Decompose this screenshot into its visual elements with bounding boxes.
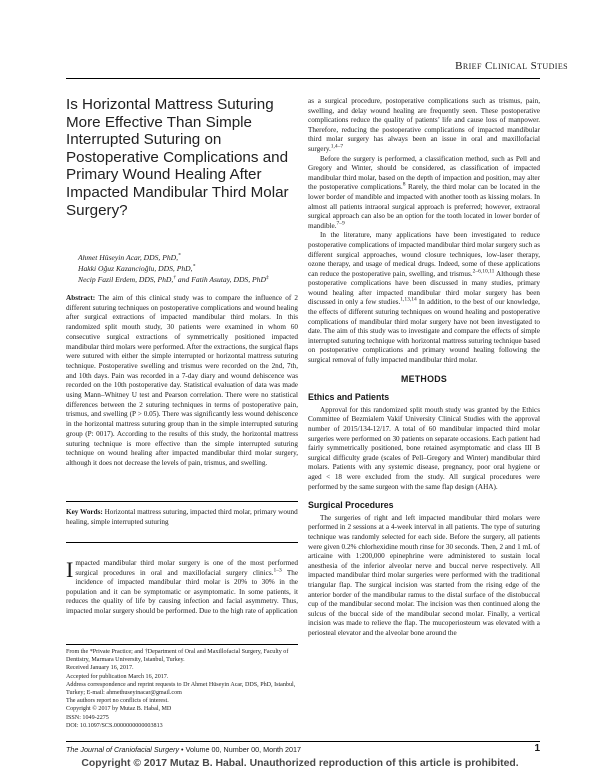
article-title: Is Horizontal Mattress Suturing More Effective Than Simple Interrupted Suturing on Postoperative Complications and Primary Wound Healing After Impacted Mandibular Third Molar Surgery? (66, 96, 289, 219)
copyright-notice: Copyright © 2017 Mutaz B. Habal. Unauthorized reproduction of this article is prohibited. (81, 758, 519, 769)
methods-heading: METHODS (400, 373, 448, 384)
footnotes (66, 648, 298, 730)
body-paragraph: as a surgical procedure, postoperative complications such as trismus, pain, swelling, and delay wound healing are frequently seen. These postoperative complications reduce the quality of patients’ life and cause loss of manpower. Therefore, reducing the postoperative complications of impacted mandibular third molar surgery has always been an issue in oral and maxillofacial surgery.$^{1,4-7}$ (308, 97, 540, 153)
footnote: Address correspondence and reprint requests to Dr Ahmet Hüseyin Acar, DDS, PhD, Istanbul, Turkey; E-mail: ahmethuseyinacar@gmail.com (66, 681, 296, 697)
footnote: Accepted for publication March 16, 2017. (66, 673, 169, 680)
right-column (308, 97, 540, 638)
body-paragraph: In the literature, many applications have been investigated to reduce postoperative complications of impacted mandibular third molar surgery such as different surgical approaches, wound closure techniques, low-laser therapy, ozone therapy, and usage of medical drugs. Indeed, some of these applications can reduce the postoperative pain, swelling, and trismus.$^{2-6,10,11}$ Although these postoperative complications have been discussed in many studies, primary wound healing after impacted mandibular third molar surgery has been discussed in only a few studies.$^{1,13,14}$ In addition, to the best of our knowledge, the effects of different suturing techniques on wound healing and postoperative complications of mandibular third molar surgery have not been investigated to date. The aim of this study was to investigate and compare the effects of simple interrupted suturing technique with horizontal mattress suturing technique based on postoperative complications and primary wound healing following the surgical removal of fully impacted mandibular third molar. (308, 231, 540, 365)
abstract-text: The aim of this clinical study was to compare the influence of 2 different suturing techniques on postoperative complications and wound healing after surgical extractions of impacted mandibular third molars. In this randomized split mouth study, 30 patients were examined in whom 60 consecutive surgical extractions of symmetrically positioned impacted mandibular third molars were performed. After the extractions, the surgical flaps were sutured with either the simple interrupted or horizontal mattress suturing technique. Postoperative swelling and trismus were recorded on the 2nd, 7th, and 10th days. Pain was recorded in a 7-day diary and wound dehiscence was recorded on the 10th postoperative day. Statistical evaluation of data was made using Mann–Whitney U test and Pearson correlation. There were no statistical differences between the 2 suturing techniques in terms of postoperative pain, trismus, and swelling (P > 0.05). There was significantly less wound dehiscence in the horizontal mattress suturing group than in the simple interrupted suturing group (P: 0017). According to the results of this study, the horizontal mattress suturing technique is more effective than the simple interrupted suturing technique on wound healing after impacted mandibular third molar surgery, although it does not decrease the levels of pain, trismus, and swelling. (66, 294, 298, 467)
author-line: Ahmet Hüseyin Acar, DDS, PhD,* (78, 252, 181, 262)
drop-cap: I (66, 557, 74, 582)
author-line: Hakki Oğuz Kazancioğlu, DDS, PhD,* (78, 263, 196, 273)
surgical-procedures-heading: Surgical Procedures (308, 500, 394, 511)
footnote: ISSN: 1049-2275 (66, 714, 109, 721)
introduction-paragraph: Impacted mandibular third molar surgery is one of the most performed surgical procedures in oral and maxillofacial surgery clinics.$^{1-3}$ The incidence of impacted mandibular third molar is 20% to 30% in the population and it can be symptomatic or asymptomatic. In some patients, it reduces the quality of life by causing infection and facial asymmetry. Thus, impacted molar surgery should be performed. Due to the high rate of application (66, 557, 299, 615)
body-paragraph: The surgeries of right and left impacted mandibular third molars were performed in 2 sessions at a 4-week interval in all patients. The type of suturing technique was randomly selected for each side. Before the surgery, all patients were given 0.2% chlorhexidine mouth rinse for 30 seconds. Then, 2 and 1 mL of articaine with 1:200,000 epinephrine were administered to sustain local anesthesia of the inferior alveolar nerve and buccal nerve respectively. All impacted mandibular third molar surgeries were performed with the traditional triangular flap. The surgical incision was started from the rising edge of the anterior border of the mandibular ramus to the distal surface of the distobuccal cup of the mandibular second molar. The incision was then continued along the sulcus of the buccal side of the mandibular second molar. Finally, a vertical incision was made to relieve the flap. The mucoperiosteum was elevated with a periosteal elevator and the alveolar bone around the (308, 513, 540, 637)
keywords-text: Horizontal mattress suturing, impacted third molar, primary wound healing, simple interrupted suturing (66, 508, 298, 526)
keywords (66, 508, 298, 527)
keywords-label: Key Words: (66, 508, 103, 516)
author-list (78, 252, 298, 285)
header-divider (66, 78, 540, 79)
abstract (66, 294, 298, 469)
author-line: Necip Fazil Erdem, DDS, PhD,† and Fatih Asutay, DDS, PhD‡ (78, 274, 269, 284)
ethics-heading: Ethics and Patients (308, 392, 390, 403)
abstract-label: Abstract: (66, 294, 96, 302)
body-paragraph: Before the surgery is performed, a classification method, such as Pell and Gregory and Winter, should be considered, as classification of impacted mandibular third molar, based on the depth of impaction and position, may alter the postoperative complications.$^8$ Rarely, the third molar can be located in the lower border of mandible and impacted with another tooth as kissing molars. In almost all patients intraoral surgical approach is preferred; however, extraoral surgical approach can also be an option for the tooth located in lower border of mandible.$^{7-9}$ (308, 154, 540, 230)
footer-divider (66, 741, 540, 742)
page-number: 1 (534, 743, 540, 754)
footnote: Received January 16, 2017. (66, 665, 134, 672)
body-paragraph: Approval for this randomized split mouth study was granted by the Ethics Committee of Bezmialem Vakif University Clinical Studies with the approval number of 2015/134-12/17. A total of 60 mandibular impacted third molar surgeries were performed on 30 patients on separate occasions. Each patient had fairly symmetrically positioned, bone retained asymptomatic and class III B surgical difficulty grade (scales of Pell–Gregory and Winter) mandibular third molars. Patients with any systemic disease, pregnancy, poor oral hygiene or aged < 18 were excluded from the study. All surgical procedures were performed by the same surgeon with the same flap design (AHA). (308, 405, 540, 491)
footnote: DOI: 10.1097/SCS.0000000000003813 (66, 722, 163, 729)
footnote: The authors report no conflicts of interest. (66, 698, 169, 705)
footnote: Copyright © 2017 by Mutaz B. Habal, MD (66, 706, 172, 713)
section-header: Brief Clinical Studies (455, 60, 568, 72)
footnote: From the *Private Practice; and †Department of Oral and Maxillofacial Surgery, Faculty of Dentistry, Marmara University, Istanbul, Turkey. (66, 649, 289, 664)
footnote-divider (66, 644, 298, 645)
footer-journal: The Journal of Craniofacial Surgery • Volume 00, Number 00, Month 2017 (66, 745, 302, 754)
